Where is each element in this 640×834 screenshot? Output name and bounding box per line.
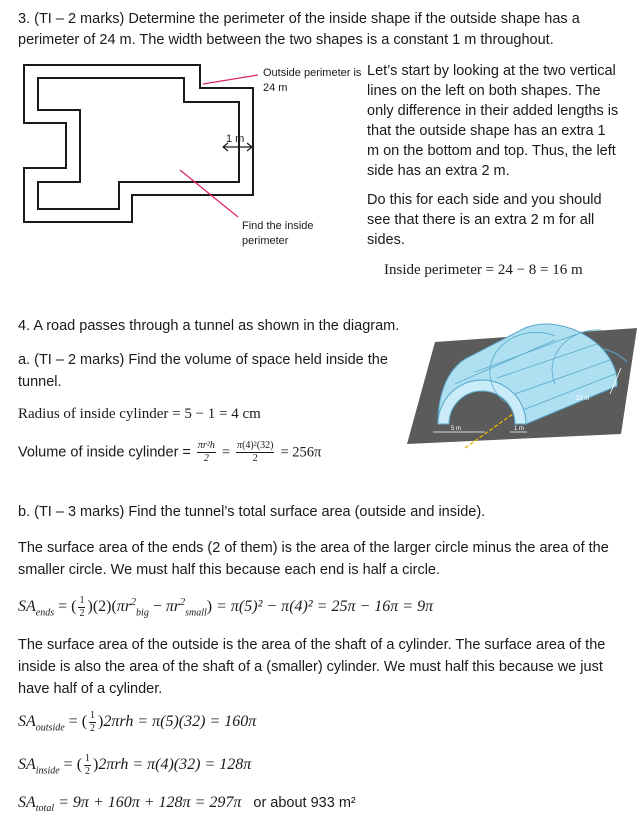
sa-ends-line: $SA_{ends}$ = ( $\frac{1}{2}$ )$(2)(\pi r^2_{big} - \pi r^2_{small}) = \pi(5)^2 - \pi(4)^2 = 25\pi - 16\pi = 9\pi$	[18, 595, 434, 619]
sa-total-line: $SA_{total} = 9\pi + 160\pi + 128\pi = 297\pi$ or about 933 m²	[18, 794, 356, 815]
radius-line: Radius of inside cylinder = 5 − 1 = 4 cm	[18, 406, 261, 422]
q3-heading: 3. (TI – 2 marks) Determine the perimeter of the inside shape if the outside shape has a perimeter of 24 m. The width between the two shapes is a constant 1 m throughout.	[18, 11, 580, 48]
sa-inside-line: $SA_{inside}$ = ( $\frac{1}{2}$ )2πrh = π(4)(32) = 128π	[18, 753, 252, 777]
ends-text: The surface area of the ends (2 of them) is the area of the larger circle minus the area of the smaller circle. We must half this because each end is half a circle.	[18, 540, 609, 578]
q3-answer: Inside perimeter = 24 − 8 = 16 m	[384, 262, 583, 278]
tunnel-radius-label: 5 m	[451, 426, 462, 432]
volume-line: Volume of inside cylinder = $\frac{\text{πr²h}}{2}$ = $\frac{\text{π(4)²(32)}}{2}$ = 256π	[18, 440, 322, 464]
volume-fraction-2: $\frac{\text{π(4)²(32)}}{2}$	[237, 440, 274, 464]
tunnel-thickness-label: 1 m	[514, 426, 525, 432]
shaft-text: The surface area of the outside is the area of the shaft of a cylinder. The surface area of the inside is also the area of the shaft of a (smaller) cylinder. We must half this because we just have half of a cylinder.	[18, 637, 606, 697]
inside-shape	[38, 78, 239, 209]
sa-ends-result: = π(5)² − π(4)² = 25π − 16π = 9π	[216, 598, 434, 616]
sa-inside-result: 2πrh = π(4)(32) = 128π	[98, 756, 252, 774]
inside-pointer	[180, 170, 238, 217]
sa-outside-line: $SA_{outside}$ = ( $\frac{1}{2}$ )2πrh = π(5)(32) = 160π	[18, 710, 257, 734]
outside-pointer	[203, 75, 258, 84]
volume-fraction-1: $\frac{\text{πr²h}}{2}$	[197, 440, 215, 464]
gap-label: 1 m	[226, 133, 245, 145]
q4-heading: 4. A road passes through a tunnel as shown in the diagram.	[18, 318, 400, 334]
sa-total-about: or about 933 m²	[253, 795, 356, 811]
q3-explanation-1: Let’s start by looking at the two vertical lines on the left on both shapes. The only difference in their added lengths is that the outside shape has an extra 1 m on the bottom and top. Thus, the left side has an extra 2 m.	[367, 63, 619, 179]
q4b-heading: b. (TI – 3 marks) Find the tunnel’s total surface area (outside and inside).	[18, 504, 486, 520]
sa-outside-result: 2πrh = π(5)(32) = 160π	[103, 713, 257, 731]
volume-result: = 256π	[280, 444, 322, 461]
outside-shape	[24, 65, 253, 222]
q3-explanation-2: Do this for each side and you should see that there is an extra 2 m for all sides.	[367, 192, 602, 248]
outside-label: Outside perimeter is 24 m	[263, 67, 362, 94]
inside-label: Find the inside perimeter	[242, 220, 314, 247]
q4a-heading: a. (TI – 2 marks) Find the volume of space held inside the tunnel.	[18, 352, 388, 390]
tunnel-length-label: 32 m	[576, 396, 590, 402]
sa-total-result: = 9π + 160π + 128π = 297π	[58, 794, 242, 811]
volume-label: Volume of inside cylinder =	[18, 444, 191, 461]
